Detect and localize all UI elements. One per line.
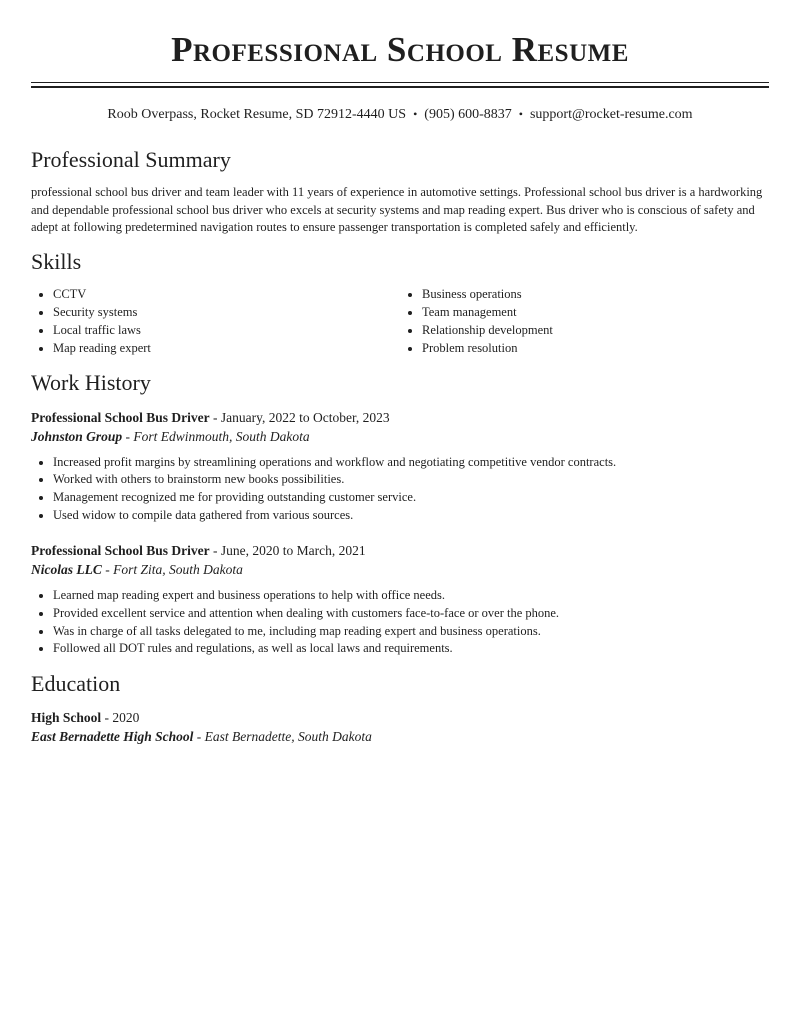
skill-item: • Local traffic laws [53, 321, 400, 339]
work-history-heading: Work History [31, 369, 151, 395]
skills-left-list [31, 285, 400, 357]
graduation-year: 2020 [112, 710, 140, 726]
company-location: Fort Zita, South Dakota [113, 562, 243, 578]
job-bullet: • Management recognized me for providing outstanding customer service. [53, 489, 769, 507]
company-name: Johnston Group [31, 428, 123, 444]
contact-email: support@rocket-resume.com [529, 107, 693, 122]
job-title-line [31, 541, 769, 560]
title-divider [31, 82, 769, 88]
contact-line [31, 105, 769, 124]
job-title: Professional School Bus Driver [31, 409, 210, 425]
dash-separator: - [101, 562, 114, 578]
education-entry [31, 708, 769, 746]
dash-separator: - [209, 543, 221, 559]
school-location: East Bernadette, South Dakota [204, 729, 372, 745]
contact-address: Roob Overpass, Rocket Resume, SD 72912-4440 US [107, 107, 407, 122]
skill-item: • Business operations [422, 285, 769, 303]
dash-separator: - [193, 729, 205, 745]
dash-separator: - [209, 409, 221, 425]
summary-text: professional school bus driver and team leader with 11 years of experience in automotive settings. Professional school bus driver is a hardworking and dependable professional school bus driver who excels at security systems and map reading expert. Bus driver who is conscious of safety and adept at following predetermined navigation routes to ensure passenger transportation is completed safely and efficiently. [31, 185, 763, 234]
job-entry [31, 541, 769, 658]
school-line [31, 727, 769, 746]
job-dates: June, 2020 to March, 2021 [220, 543, 366, 559]
job-bullet: • Worked with others to brainstorm new books possibilities. [53, 471, 769, 489]
job-bullets [31, 454, 769, 525]
resume-title: Professional School Resume [171, 30, 629, 69]
job-title-line [31, 408, 769, 427]
company-line [31, 560, 769, 579]
skill-item: • Relationship development [422, 321, 769, 339]
skill-item: • CCTV [53, 285, 400, 303]
job-bullet: • Used widow to compile data gathered from various sources. [53, 507, 769, 525]
job-dates: January, 2022 to October, 2023 [220, 409, 390, 425]
skill-item: • Problem resolution [422, 339, 769, 357]
job-bullet: • Learned map reading expert and business operations to help with office needs. [53, 587, 769, 605]
school-name: East Bernadette High School [31, 729, 194, 745]
company-name: Nicolas LLC [31, 562, 102, 578]
job-entry [31, 408, 769, 525]
divider-thin-line [31, 82, 769, 83]
resume-page [31, 0, 769, 746]
skills-right-list [400, 285, 769, 357]
degree-line [31, 708, 769, 727]
contact-separator: • [413, 107, 418, 121]
job-bullet: • Provided excellent service and attention when dealing with customers face-to-face or over the phone. [53, 605, 769, 623]
contact-separator: • [518, 107, 523, 121]
job-bullet: • Followed all DOT rules and regulations, as well as local laws and requirements. [53, 640, 769, 658]
divider-thick-line [31, 86, 769, 88]
dash-separator: - [101, 710, 113, 726]
skill-item: • Map reading expert [53, 339, 400, 357]
company-line [31, 427, 769, 446]
job-bullets [31, 587, 769, 658]
skills-heading: Skills [31, 248, 82, 274]
skills-columns [31, 285, 769, 357]
dash-separator: - [122, 428, 134, 444]
job-bullet: • Was in charge of all tasks delegated to me, including map reading expert and business operations. [53, 623, 769, 641]
job-bullet: • Increased profit margins by streamlining operations and workflow and negotiating competitive vendor contracts. [53, 454, 769, 472]
summary-heading: Professional Summary [31, 147, 231, 172]
job-title: Professional School Bus Driver [31, 543, 210, 559]
contact-phone: (905) 600-8837 [424, 107, 512, 122]
education-heading: Education [31, 671, 121, 697]
company-location: Fort Edwinmouth, South Dakota [133, 428, 310, 444]
skill-item: • Security systems [53, 303, 400, 321]
skill-item: • Team management [422, 303, 769, 321]
degree: High School [31, 710, 102, 726]
